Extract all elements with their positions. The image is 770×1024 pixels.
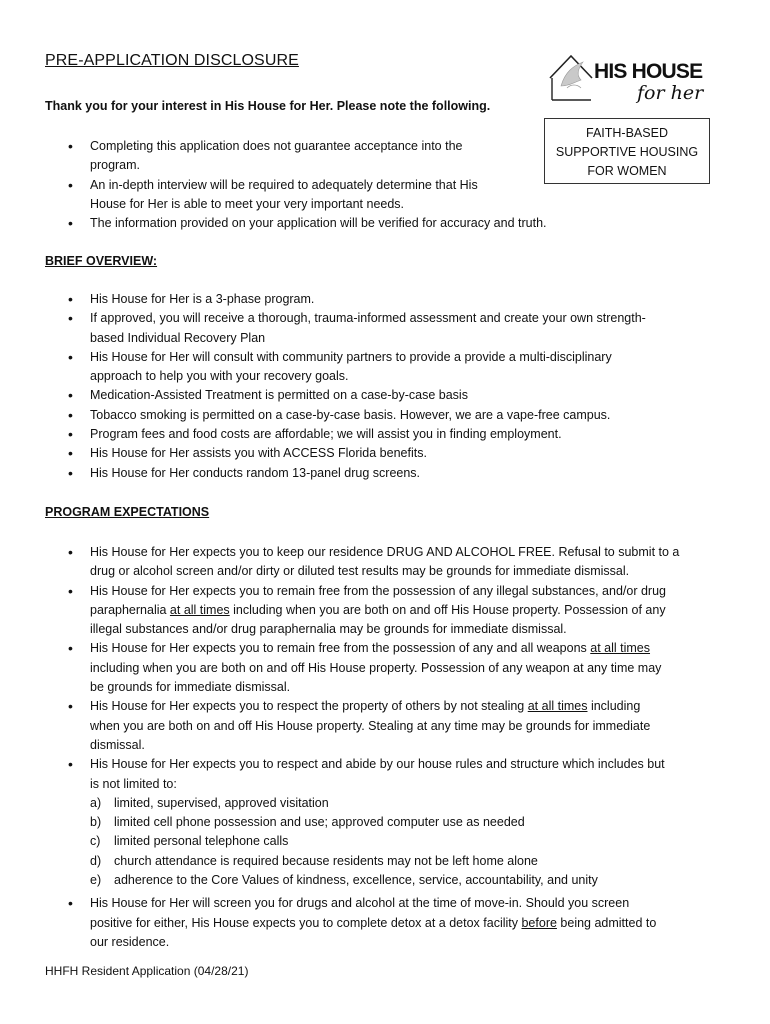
sub-list-item: a) limited, supervised, approved visitation	[90, 795, 329, 810]
list-item: • Tobacco smoking is permitted on a case-by-case basis. However, we are a vape-free campus.	[68, 406, 646, 425]
list-item: • Program fees and food costs are affordable; we will assist you in finding employment.	[68, 425, 646, 444]
list-item: • His House for Her expects you to remain free from the possession of any and all weapons at all times including when you are both on and off His House property. Possession of any weapon at any time may be grounds for immediate dismissal.	[68, 639, 679, 697]
list-item: • An in-depth interview will be required to adequately determine that His House for Her is able to meet your very important needs.	[68, 176, 547, 215]
sub-list-item: d) church attendance is required because residents may not be left home alone	[90, 853, 538, 868]
expectations-list	[68, 543, 679, 952]
disclosure-list	[68, 137, 547, 233]
badge-line: FAITH-BASED	[586, 126, 668, 140]
footer-label: HHFH Resident Application (04/28/21)	[45, 964, 249, 978]
logo-wordmark: HIS HOUSE	[594, 60, 703, 83]
list-item: • If approved, you will receive a thorough, trauma-informed assessment and create your own strength- based Individual Recovery Plan	[68, 309, 646, 348]
sub-list-item: e) adherence to the Core Values of kindness, excellence, service, accountability, and unity	[90, 873, 598, 888]
list-item: • His House for Her expects you to remain free from the possession of any illegal substances, and/or drug paraphernalia at all times including when you are both on and off His House property. Possession of any illegal substances and/or drug paraphernalia may be grounds for immediate dismissal.	[68, 582, 679, 640]
list-item: • His House for Her expects you to respect the property of others by not stealing at all times including when you are both on and off His House property. Stealing at any time may be grounds for immediate dismissal.	[68, 697, 679, 755]
sub-list-item: c) limited personal telephone calls	[90, 834, 289, 849]
badge-line: SUPPORTIVE HOUSING	[555, 145, 699, 159]
sub-list	[90, 794, 679, 890]
list-item: • His House for Her assists you with ACCESS Florida benefits.	[68, 444, 646, 463]
list-item: • Completing this application does not guarantee acceptance into the program.	[68, 137, 547, 176]
list-item: • His House for Her conducts random 13-panel drug screens.	[68, 464, 646, 483]
his-house-logo	[547, 52, 717, 110]
overview-list	[68, 290, 646, 483]
sub-list-item: b) limited cell phone possession and use; approved computer use as needed	[90, 815, 525, 830]
list-item: • His House for Her will screen you for drugs and alcohol at the time of move-in. Should you screen positive for either, His House expects you to complete detox at a detox facility before being admitted to our residence.	[68, 894, 679, 952]
overview-heading: BRIEF OVERVIEW:	[45, 254, 158, 268]
house-dove-icon	[547, 52, 597, 104]
badge-line: FOR WOMEN	[587, 164, 667, 178]
list-item: • The information provided on your application will be verified for accuracy and truth.	[68, 214, 547, 233]
logo-tagline: for her	[637, 82, 704, 104]
list-item: • His House for Her is a 3-phase program.	[68, 290, 646, 309]
intro-text: Thank you for your interest in His House for Her. Please note the following.	[45, 99, 491, 113]
expectations-heading: PROGRAM EXPECTATIONS	[45, 505, 210, 519]
page-title: PRE-APPLICATION DISCLOSURE	[45, 52, 299, 69]
list-item: • His House for Her will consult with community partners to provide a provide a multi-disciplinary approach to help you with your recovery goals.	[68, 348, 646, 387]
list-item: • His House for Her expects you to respect and abide by our house rules and structure which includes but is not limited to: a) limited, supervised, approved visitation b) limited cell phone possession and use; approved computer use as needed c) limited personal telephone calls d) church attendance is required because residents may not be left home alone e) adherence to the Core Values of kindness, excellence, service, accountability, and unity	[68, 755, 679, 890]
faith-based-badge	[544, 118, 710, 184]
list-item: • His House for Her expects you to keep our residence DRUG AND ALCOHOL FREE. Refusal to submit to a drug or alcohol screen and/or dirty or diluted test results may be grounds for immediate dismissal.	[68, 543, 679, 582]
list-item: • Medication-Assisted Treatment is permitted on a case-by-case basis	[68, 386, 646, 405]
